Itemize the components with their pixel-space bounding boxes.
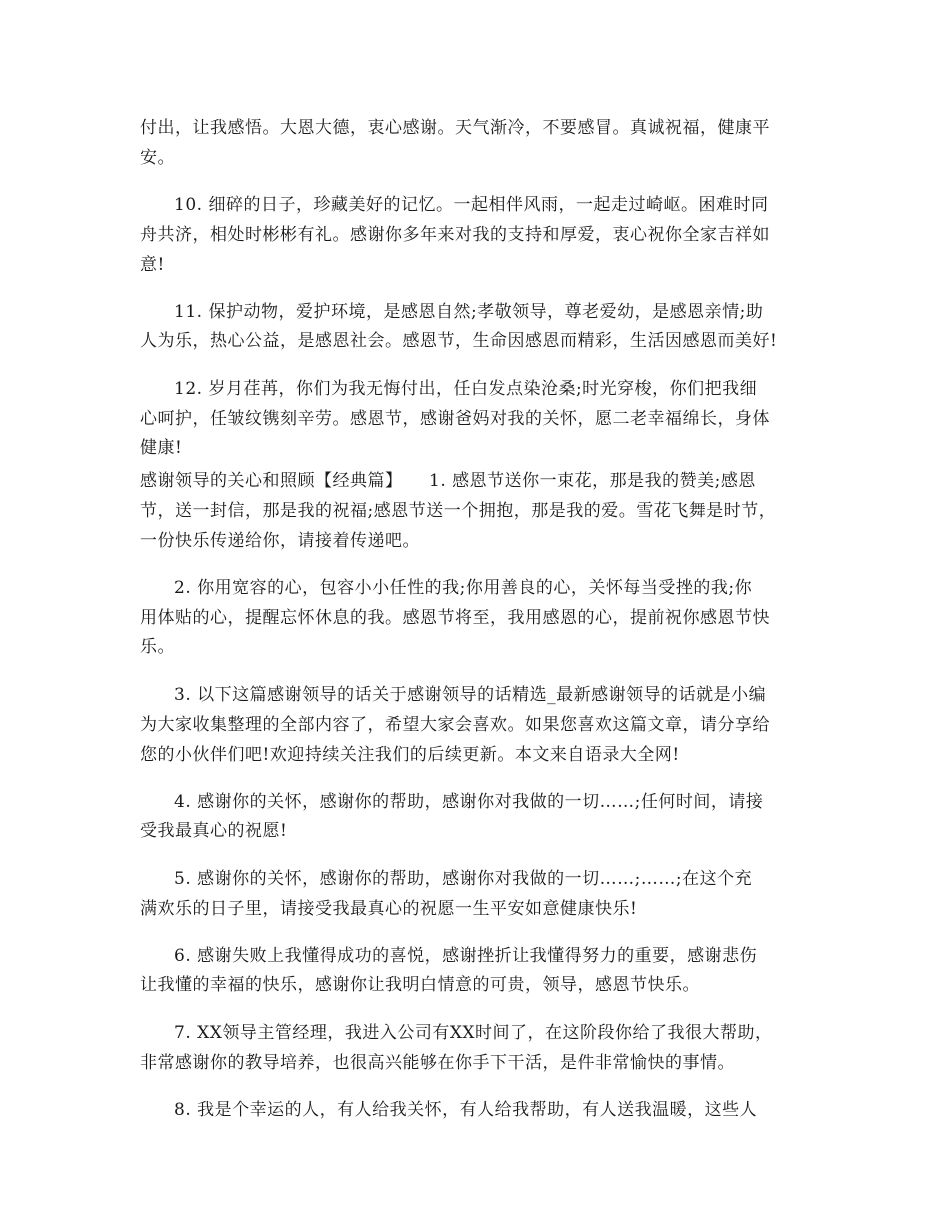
text-line: 安。: [140, 148, 175, 168]
text-line: 让我懂的幸福的快乐，感谢你让我明白情意的可贵，领导，感恩节快乐。: [140, 975, 700, 995]
text-line: 5. 感谢你的关怀，感谢你的帮助，感谢你对我做的一切……;……;在这个充: [174, 869, 753, 889]
text-line: 6. 感谢失败上我懂得成功的喜悦，感谢挫折让我懂得努力的重要，感谢悲伤: [174, 946, 758, 966]
text-line: 受我最真心的祝愿!: [140, 821, 288, 841]
text-line: 10. 细碎的日子，珍藏美好的记忆。一起相伴风雨，一起走过崎岖。困难时同: [174, 195, 769, 215]
text-line: 心呵护，任皱纹镌刻辛劳。感恩节，感谢爸妈对我的关怀，愿二老幸福绵长，身体: [140, 409, 770, 429]
text-line: 舟共济，相处时彬彬有礼。感谢你多年来对我的支持和厚爱，衷心祝你全家吉祥如: [140, 225, 770, 245]
text-line: 为大家收集整理的全部内容了，希望大家会喜欢。如果您喜欢这篇文章，请分享给: [140, 715, 770, 735]
text-line: 人为乐，热心公益，是感恩社会。感恩节，生命因感恩而精彩，生活因感恩而美好!: [140, 331, 778, 351]
text-line: 12. 岁月荏苒，你们为我无悔付出，任白发点染沧桑;时光穿梭，你们把我细: [174, 379, 758, 399]
text-line: 4. 感谢你的关怀，感谢你的帮助，感谢你对我做的一切……;任何时间，请接: [174, 792, 764, 812]
text-line: 满欢乐的日子里，请接受我最真心的祝愿一生平安如意健康快乐!: [140, 899, 638, 919]
text-line: 非常感谢你的教导培养，也很高兴能够在你手下干活，是件非常愉快的事情。: [140, 1053, 735, 1073]
text-line: 7. XX领导主管经理，我进入公司有XX时间了，在这阶段你给了我很大帮助，: [174, 1023, 773, 1043]
text-line: 健康!: [140, 438, 183, 458]
text-line: 2. 你用宽容的心，包容小小任性的我;你用善良的心，关怀每当受挫的我;你: [174, 578, 753, 598]
text-line: 3. 以下这篇感谢领导的话关于感谢领导的话精选_最新感谢领导的话就是小编: [174, 685, 767, 705]
text-line: 一份快乐传递给你，请接着传递吧。: [140, 531, 420, 551]
text-line: 11. 保护动物，爱护环境，是感恩自然;孝敬领导，尊老爱幼，是感恩亲情;助: [174, 302, 764, 322]
text-line: 8. 我是个幸运的人，有人给我关怀，有人给我帮助，有人送我温暖，这些人: [174, 1100, 758, 1120]
text-line: 您的小伙伴们吧!欢迎持续关注我们的后续更新。本文来自语录大全网!: [140, 745, 680, 765]
text-line: 节，送一封信，那是我的祝福;感恩节送一个拥抱，那是我的爱。雪花飞舞是时节，: [140, 501, 777, 521]
text-line: 付出，让我感悟。大恩大德，衷心感谢。天气渐冷，不要感冒。真诚祝福，健康平: [140, 118, 770, 138]
section-heading-line: 感谢领导的关心和照顾【经典篇】 1. 感恩节送你一束花，那是我的赞美;感恩: [140, 471, 756, 491]
text-line: 用体贴的心，提醒忘怀休息的我。感恩节将至，我用感恩的心，提前祝你感恩节快: [140, 608, 770, 628]
text-line: 乐。: [140, 637, 175, 657]
text-line: 意!: [140, 255, 165, 275]
